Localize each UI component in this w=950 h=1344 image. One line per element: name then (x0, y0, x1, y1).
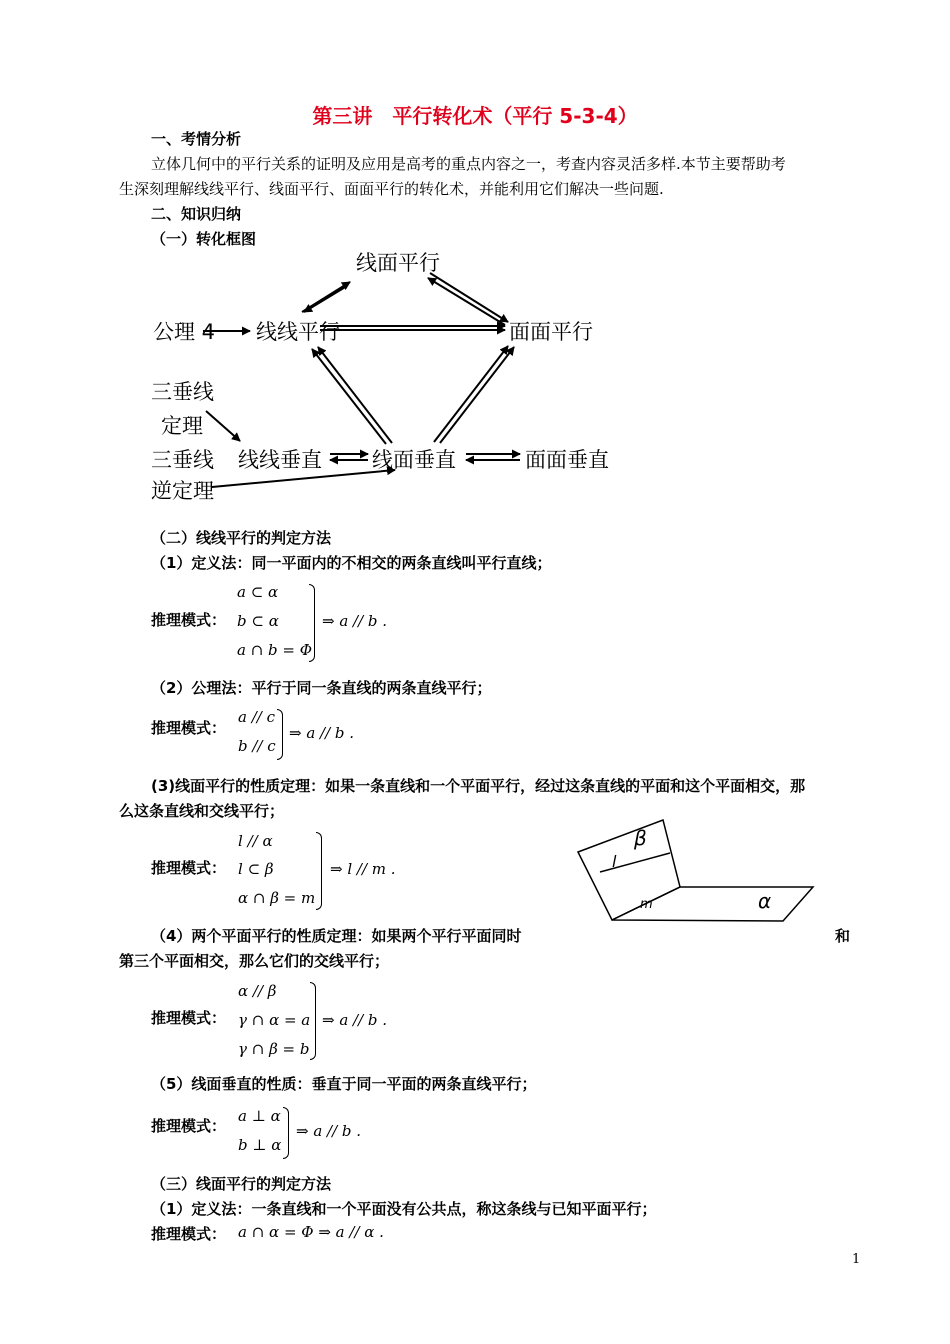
m1-result: ⇒ a // b . (322, 612, 388, 630)
m4-premise-3: γ ∩ β = b (238, 1040, 310, 1058)
m5-premise-1: a ⊥ α (238, 1107, 281, 1125)
node-three-perp-1: 三垂线 (151, 380, 214, 404)
subheading-diagram: （一）转化框图 (151, 230, 257, 248)
method-5-label: （5）线面垂直的性质：垂直于同一平面的两条直线平行； (151, 1075, 537, 1093)
m2-premise-1: a // c (238, 708, 275, 726)
m4-infer-label: 推理模式： (151, 1009, 227, 1027)
m1-premise-2: b ⊂ α (237, 612, 279, 630)
n1-label: （1）定义法：一条直线和一个平面没有公共点，称这条线与已知平面平行； (151, 1200, 657, 1218)
subheading-line-line-parallel: （二）线线平行的判定方法 (151, 529, 332, 547)
node-plane-plane-perp: 面面垂直 (525, 448, 609, 472)
section-heading-knowledge: 二、知识归纳 (151, 205, 242, 223)
m3-infer-label: 推理模式： (151, 859, 227, 877)
m4-result: ⇒ a // b . (322, 1011, 388, 1029)
method-4-label-he: 和 (835, 927, 851, 945)
m2-result: ⇒ a // b . (289, 724, 355, 742)
m5-brace (283, 1107, 289, 1159)
n1-infer-label: 推理模式： (151, 1225, 227, 1243)
conversion-diagram (0, 0, 950, 520)
m2-brace (277, 709, 283, 760)
m5-result: ⇒ a // b . (296, 1122, 362, 1140)
label-alpha: α (758, 889, 772, 913)
node-three-perp-2: 三垂线 (151, 448, 214, 472)
n1-formula: a ∩ α = Φ ⇒ a // α . (238, 1223, 384, 1241)
node-theorem: 定理 (161, 414, 203, 438)
node-line-line-parallel: 线线平行 (256, 320, 340, 344)
page-title: 第三讲 平行转化术（平行 5-3-4） (312, 104, 638, 128)
plane-beta-shape (578, 820, 680, 920)
line-l (600, 853, 670, 872)
node-line-line-perp: 线线垂直 (238, 448, 322, 472)
m3-premise-1: l // α (238, 832, 273, 850)
method-4-label-line-2: 第三个平面相交，那么它们的交线平行； (119, 952, 390, 970)
m4-brace (310, 982, 316, 1060)
analysis-paragraph-line-2: 生深刻理解线线平行、线面平行、面面平行的转化术，并能利用它们解决一些问题. (119, 180, 664, 198)
node-axiom-4: 公理 4 (153, 320, 216, 344)
m3-brace (316, 832, 322, 910)
planes-figure (570, 815, 830, 930)
m4-premise-1: α // β (238, 982, 277, 1000)
method-1-label: （1）定义法：同一平面内的不相交的两条直线叫平行直线； (151, 554, 552, 572)
method-2-label: （2）公理法：平行于同一条直线的两条直线平行； (151, 679, 492, 697)
node-line-plane-perp: 线面垂直 (372, 448, 456, 472)
m5-infer-label: 推理模式： (151, 1117, 227, 1135)
m1-brace (309, 584, 315, 662)
page-number: 1 (852, 1252, 861, 1267)
m1-premise-3: a ∩ b = Φ (237, 641, 313, 659)
m4-premise-2: γ ∩ α = a (238, 1011, 311, 1029)
m2-infer-label: 推理模式： (151, 719, 227, 737)
node-line-plane-parallel: 线面平行 (356, 251, 440, 275)
m2-premise-2: b // c (238, 737, 276, 755)
method-3-label-line-2: 么这条直线和交线平行； (119, 802, 285, 820)
m3-premise-2: l ⊂ β (238, 860, 274, 878)
section-heading-analysis: 一、考情分析 (151, 130, 242, 148)
m1-infer-label: 推理模式： (151, 611, 227, 629)
m1-premise-1: a ⊂ α (237, 583, 279, 601)
method-3-label-line-1: (3)线面平行的性质定理：如果一条直线和一个平面平行，经过这条直线的平面和这个平面相交，那 (151, 777, 806, 795)
node-plane-plane-parallel: 面面平行 (509, 320, 593, 344)
node-converse-theorem: 逆定理 (151, 479, 214, 503)
m3-result: ⇒ l // m . (330, 860, 396, 878)
method-4-label-line-1: （4）两个平面平行的性质定理：如果两个平行平面同时 (151, 927, 522, 945)
m3-premise-3: α ∩ β = m (238, 889, 316, 907)
m5-premise-2: b ⊥ α (238, 1136, 282, 1154)
analysis-paragraph-line-1: 立体几何中的平行关系的证明及应用是高考的重点内容之一，考查内容灵活多样.本节主要帮助考 (151, 155, 786, 173)
label-beta: β (634, 826, 647, 850)
label-m: m (640, 897, 653, 912)
subheading-line-plane-parallel: （三）线面平行的判定方法 (151, 1175, 332, 1193)
label-l: l (612, 852, 617, 871)
